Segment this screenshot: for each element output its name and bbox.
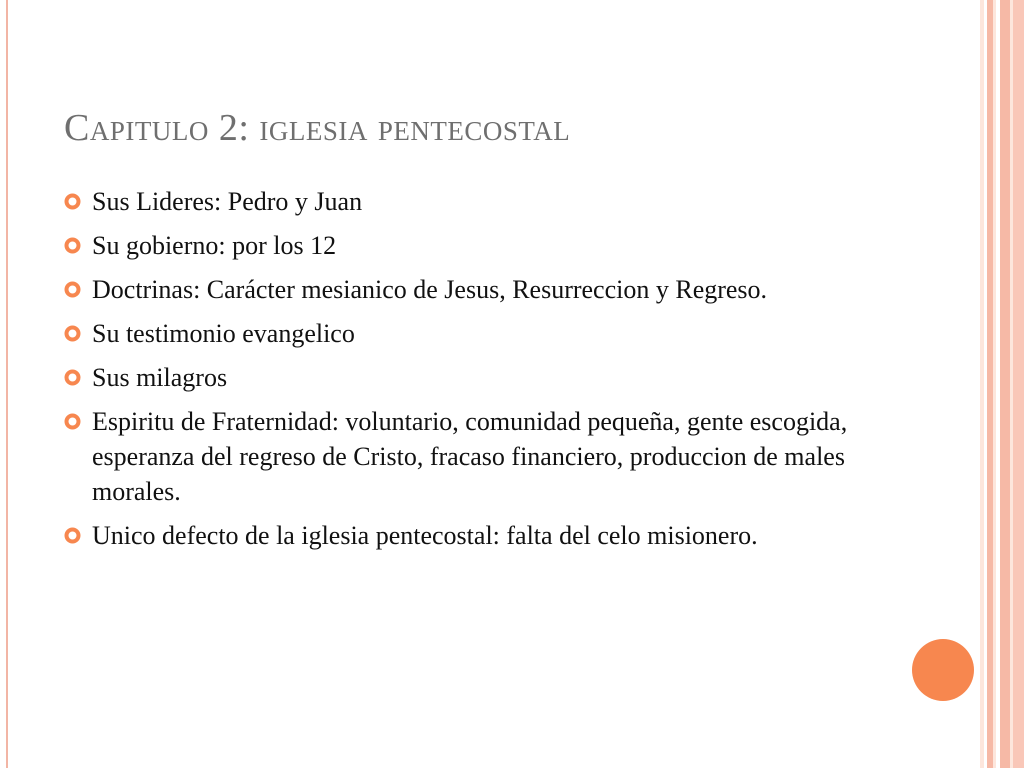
bullet-list	[64, 184, 884, 562]
slide-title: Capitulo 2: iglesia pentecostal	[64, 107, 571, 149]
bullet-text: Espiritu de Fraternidad: voluntario, comunidad pequeña, gente escogida, esperanza del regreso de Cristo, fracaso financiero, produccion de males morales.	[92, 407, 848, 506]
bullet-text: Sus milagros	[92, 363, 228, 392]
stripe	[1013, 0, 1024, 768]
orange-ring-bullet-icon	[64, 237, 81, 254]
orange-ring-bullet-icon	[64, 413, 81, 430]
bullet-text: Doctrinas: Carácter mesianico de Jesus, Resurreccion y Regreso.	[92, 275, 768, 304]
orange-ring-bullet-icon	[64, 193, 81, 210]
decorative-orange-circle	[912, 639, 974, 701]
orange-ring-bullet-icon	[64, 527, 81, 544]
stripe	[1000, 0, 1010, 768]
left-border-line	[6, 0, 8, 768]
bullet-text: Su gobierno: por los 12	[92, 231, 337, 260]
right-decorative-stripes	[980, 0, 1024, 768]
bullet-item	[64, 316, 884, 351]
orange-ring-bullet-icon	[64, 281, 81, 298]
orange-ring-bullet-icon	[64, 369, 81, 386]
bullet-item	[64, 272, 884, 307]
bullet-text: Su testimonio evangelico	[92, 319, 355, 348]
bullet-item	[64, 228, 884, 263]
bullet-item	[64, 360, 884, 395]
bullet-item	[64, 518, 884, 553]
bullet-item	[64, 404, 884, 509]
orange-ring-bullet-icon	[64, 325, 81, 342]
bullet-item	[64, 184, 884, 219]
bullet-text: Unico defecto de la iglesia pentecostal: falta del celo misionero.	[92, 521, 758, 550]
bullet-text: Sus Lideres: Pedro y Juan	[92, 187, 363, 216]
